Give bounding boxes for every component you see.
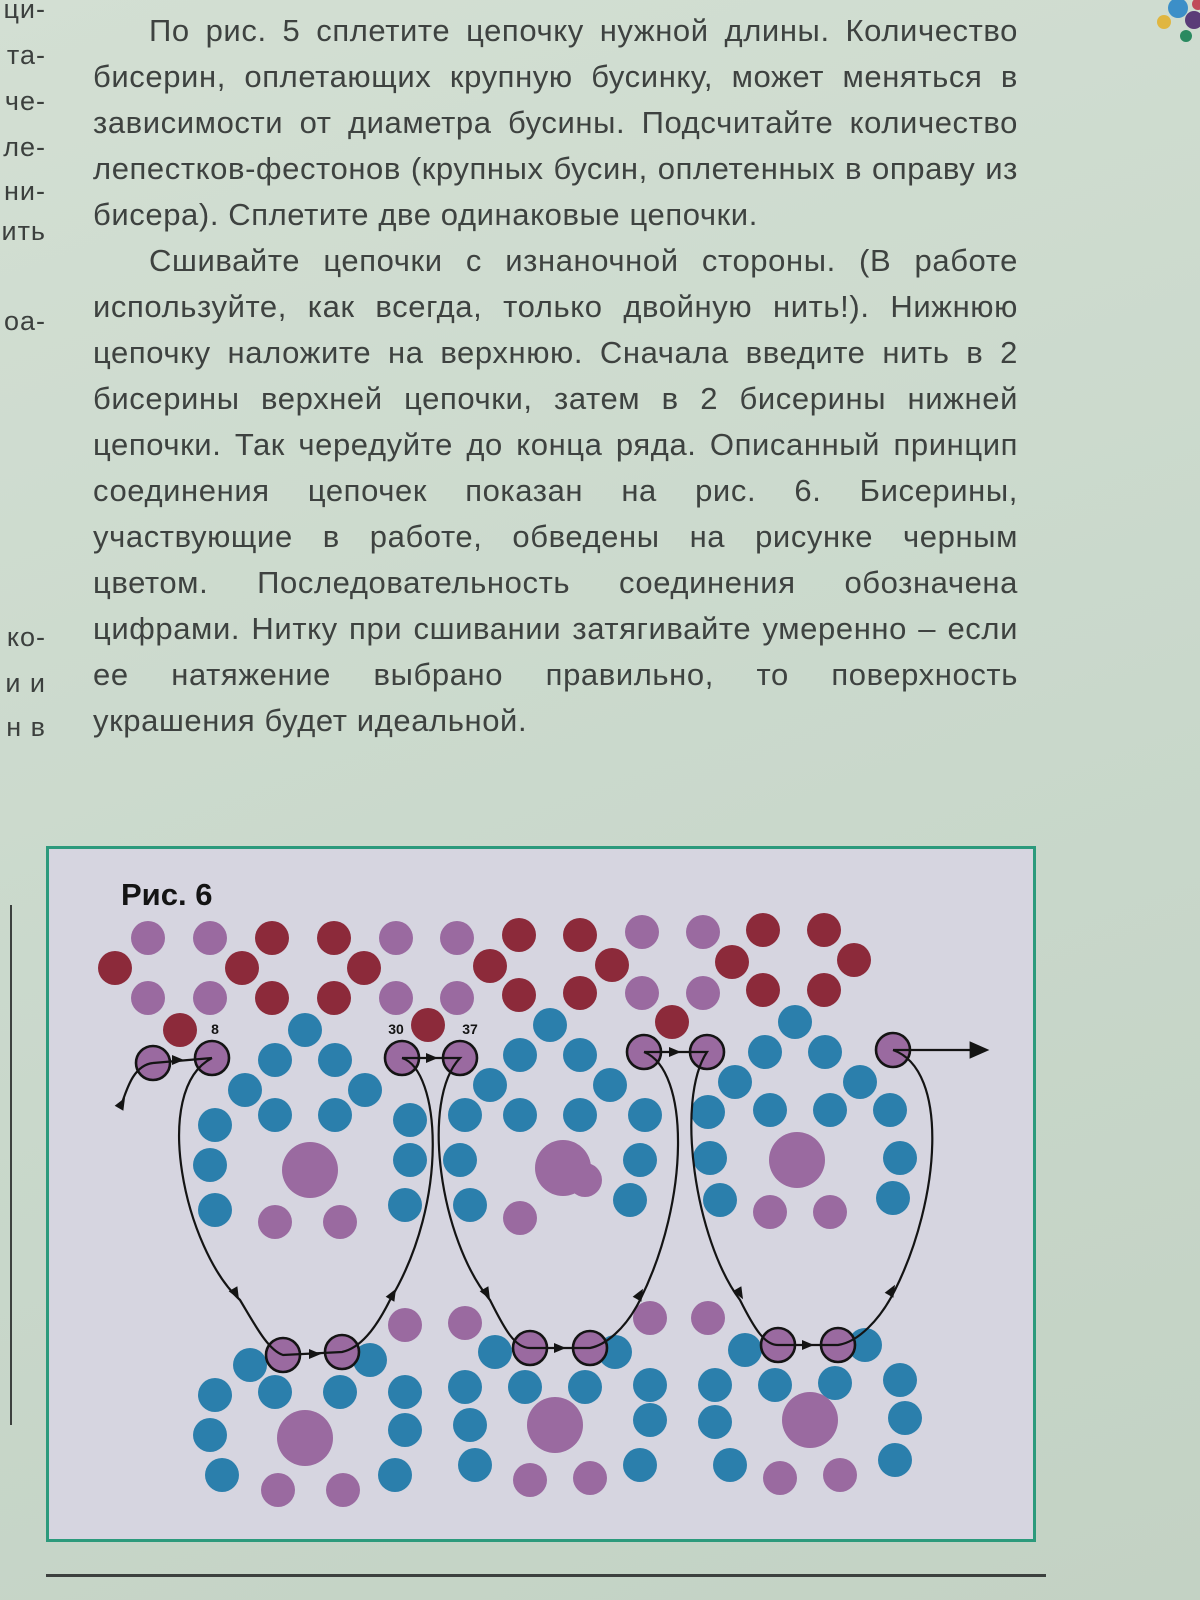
margin-fragment: н в <box>6 712 46 742</box>
seed-bead <box>379 981 413 1015</box>
bead-diagram <box>49 849 1033 1539</box>
seed-bead <box>718 1065 752 1099</box>
seed-bead <box>698 1368 732 1402</box>
seed-bead <box>440 921 474 955</box>
seed-bead <box>131 981 165 1015</box>
seed-bead <box>883 1363 917 1397</box>
seed-bead <box>225 951 259 985</box>
seed-bead <box>258 1205 292 1239</box>
seed-bead <box>753 1195 787 1229</box>
seed-bead <box>378 1458 412 1492</box>
thread-arrowhead <box>229 1286 244 1301</box>
seed-bead <box>823 1458 857 1492</box>
seed-bead <box>255 981 289 1015</box>
seed-bead <box>478 1335 512 1369</box>
seed-bead <box>393 1103 427 1137</box>
seed-bead <box>502 918 536 952</box>
seed-bead <box>633 1368 667 1402</box>
margin-fragment: и и <box>5 668 46 698</box>
seed-bead <box>837 943 871 977</box>
seed-bead <box>258 1098 292 1132</box>
seed-bead <box>473 949 507 983</box>
seed-bead <box>763 1461 797 1495</box>
seed-bead <box>198 1193 232 1227</box>
seed-bead <box>448 1370 482 1404</box>
seed-bead <box>317 981 351 1015</box>
seed-bead <box>379 921 413 955</box>
seed-bead <box>513 1463 547 1497</box>
seed-bead <box>758 1368 792 1402</box>
bottom-rule <box>46 1574 1046 1577</box>
seed-bead <box>503 1201 537 1235</box>
seed-bead <box>388 1375 422 1409</box>
seed-bead <box>753 1093 787 1127</box>
seed-bead <box>625 915 659 949</box>
seed-bead <box>261 1473 295 1507</box>
seed-bead <box>258 1375 292 1409</box>
seed-bead <box>883 1141 917 1175</box>
corner-beads-photo <box>1120 0 1200 60</box>
margin-fragment: ить <box>1 216 46 246</box>
seed-bead <box>255 921 289 955</box>
left-column-rule <box>0 905 12 1425</box>
thread-arrowhead <box>172 1055 184 1065</box>
seed-bead <box>623 1448 657 1482</box>
seed-bead <box>98 951 132 985</box>
seed-bead <box>193 1148 227 1182</box>
margin-fragment: ни- <box>4 176 46 206</box>
paragraph: По рис. 5 сплетите цепочку нужной длины. Количество бисерин, оплетающих крупную бусинку, может меняться в зависимости от диаметра бусины. Подсчитайте количество лепестков-фестонов (крупных бусин, оплетенных в оправу из бисера). Сплетите две одинаковые цепочки. <box>93 13 1018 232</box>
seed-bead <box>843 1065 877 1099</box>
thread-arrowhead <box>426 1053 438 1063</box>
seed-bead <box>388 1413 422 1447</box>
seed-bead <box>326 1473 360 1507</box>
seed-bead <box>533 1008 567 1042</box>
seed-bead <box>193 1418 227 1452</box>
seed-bead <box>686 915 720 949</box>
seed-bead <box>628 1098 662 1132</box>
seed-bead <box>393 1143 427 1177</box>
seed-bead <box>453 1408 487 1442</box>
large-bead <box>535 1140 591 1196</box>
seed-bead <box>193 921 227 955</box>
seed-bead <box>625 976 659 1010</box>
seed-bead <box>746 913 780 947</box>
seed-bead <box>288 1013 322 1047</box>
seed-bead <box>258 1043 292 1077</box>
seed-bead <box>813 1093 847 1127</box>
sequence-label: 30 <box>388 1021 404 1037</box>
seed-bead <box>563 918 597 952</box>
seed-bead <box>633 1403 667 1437</box>
seed-bead <box>728 1333 762 1367</box>
large-bead <box>282 1142 338 1198</box>
seed-bead <box>563 1098 597 1132</box>
large-bead <box>277 1410 333 1466</box>
seed-bead <box>198 1108 232 1142</box>
margin-fragment: ле- <box>3 132 46 162</box>
seed-bead <box>193 981 227 1015</box>
seed-bead <box>878 1443 912 1477</box>
figure-title: Рис. 6 <box>121 877 213 912</box>
thread-arrowhead <box>802 1340 814 1350</box>
seed-bead <box>440 981 474 1015</box>
seed-bead <box>473 1068 507 1102</box>
seed-bead <box>443 1143 477 1177</box>
seed-bead <box>563 1038 597 1072</box>
large-bead <box>527 1397 583 1453</box>
sequence-label: 37 <box>462 1021 478 1037</box>
seed-bead <box>388 1188 422 1222</box>
seed-bead <box>633 1301 667 1335</box>
seed-bead <box>713 1448 747 1482</box>
seed-bead <box>458 1448 492 1482</box>
seed-bead <box>778 1005 812 1039</box>
paragraph: Сшивайте цепочки с изнаночной стороны. (В работе используйте, как всегда, только двойную нить!). Нижнюю цепочку наложите на верхнюю. Сначала введите нить в 2 бисерины верхней цепочки, затем в 2 бисерины нижней цепочки. Так чередуйте до конца ряда. Описанный принцип соединения цепочек показан на рис. 6. Бисерины, участвующие в работе, обведены на рисунке черным цветом. Последовательность соединения обозначена цифрами. Нитку при сшивании затягивайте умеренно – если ее натяжение выбрано правильно, то поверхность украшения будет идеальной. <box>93 243 1018 738</box>
seed-bead <box>573 1461 607 1495</box>
article-text <box>93 8 1018 744</box>
seed-bead <box>595 948 629 982</box>
seed-bead <box>318 1043 352 1077</box>
seed-bead <box>686 976 720 1010</box>
seed-bead <box>503 1038 537 1072</box>
margin-fragment: оа- <box>3 306 46 336</box>
seed-bead <box>411 1008 445 1042</box>
seed-bead <box>698 1405 732 1439</box>
margin-fragment: ко- <box>6 622 46 652</box>
seed-bead <box>318 1098 352 1132</box>
margin-fragment: ци- <box>3 0 46 24</box>
seed-bead <box>818 1366 852 1400</box>
seed-bead <box>888 1401 922 1435</box>
seed-bead <box>813 1195 847 1229</box>
seed-bead <box>348 1073 382 1107</box>
seed-bead <box>448 1098 482 1132</box>
large-bead <box>769 1132 825 1188</box>
seed-bead <box>323 1375 357 1409</box>
figure-panel <box>46 846 1036 1542</box>
thread-arrowhead <box>386 1286 401 1301</box>
seed-bead <box>448 1306 482 1340</box>
seed-bead <box>807 973 841 1007</box>
seed-bead <box>703 1183 737 1217</box>
seed-bead <box>388 1308 422 1342</box>
thread-arrowhead <box>554 1343 566 1353</box>
margin-fragment: че- <box>4 86 46 116</box>
seed-bead <box>873 1093 907 1127</box>
seed-bead <box>807 913 841 947</box>
sequence-label: 8 <box>211 1021 219 1037</box>
seed-bead <box>317 921 351 955</box>
seed-bead <box>508 1370 542 1404</box>
seed-bead <box>563 976 597 1010</box>
seed-bead <box>693 1141 727 1175</box>
seed-bead <box>655 1005 689 1039</box>
seed-bead <box>808 1035 842 1069</box>
seed-bead <box>502 978 536 1012</box>
seed-bead <box>198 1378 232 1412</box>
seed-bead <box>746 973 780 1007</box>
seed-bead <box>503 1098 537 1132</box>
seed-bead <box>593 1068 627 1102</box>
seed-bead <box>163 1013 197 1047</box>
thread-arrowhead <box>115 1095 130 1110</box>
seed-bead <box>876 1181 910 1215</box>
thread-arrowhead <box>669 1047 681 1057</box>
seed-bead <box>347 951 381 985</box>
seed-bead <box>323 1205 357 1239</box>
seed-bead <box>233 1348 267 1382</box>
margin-fragment: та- <box>6 40 46 70</box>
large-bead <box>782 1392 838 1448</box>
seed-bead <box>568 1370 602 1404</box>
seed-bead <box>131 921 165 955</box>
thread-arrowhead <box>309 1349 321 1359</box>
seed-bead <box>748 1035 782 1069</box>
seed-bead <box>715 945 749 979</box>
seed-bead <box>205 1458 239 1492</box>
seed-bead <box>691 1095 725 1129</box>
seed-bead <box>691 1301 725 1335</box>
seed-bead <box>623 1143 657 1177</box>
seed-bead <box>453 1188 487 1222</box>
seed-bead <box>613 1183 647 1217</box>
seed-bead <box>228 1073 262 1107</box>
